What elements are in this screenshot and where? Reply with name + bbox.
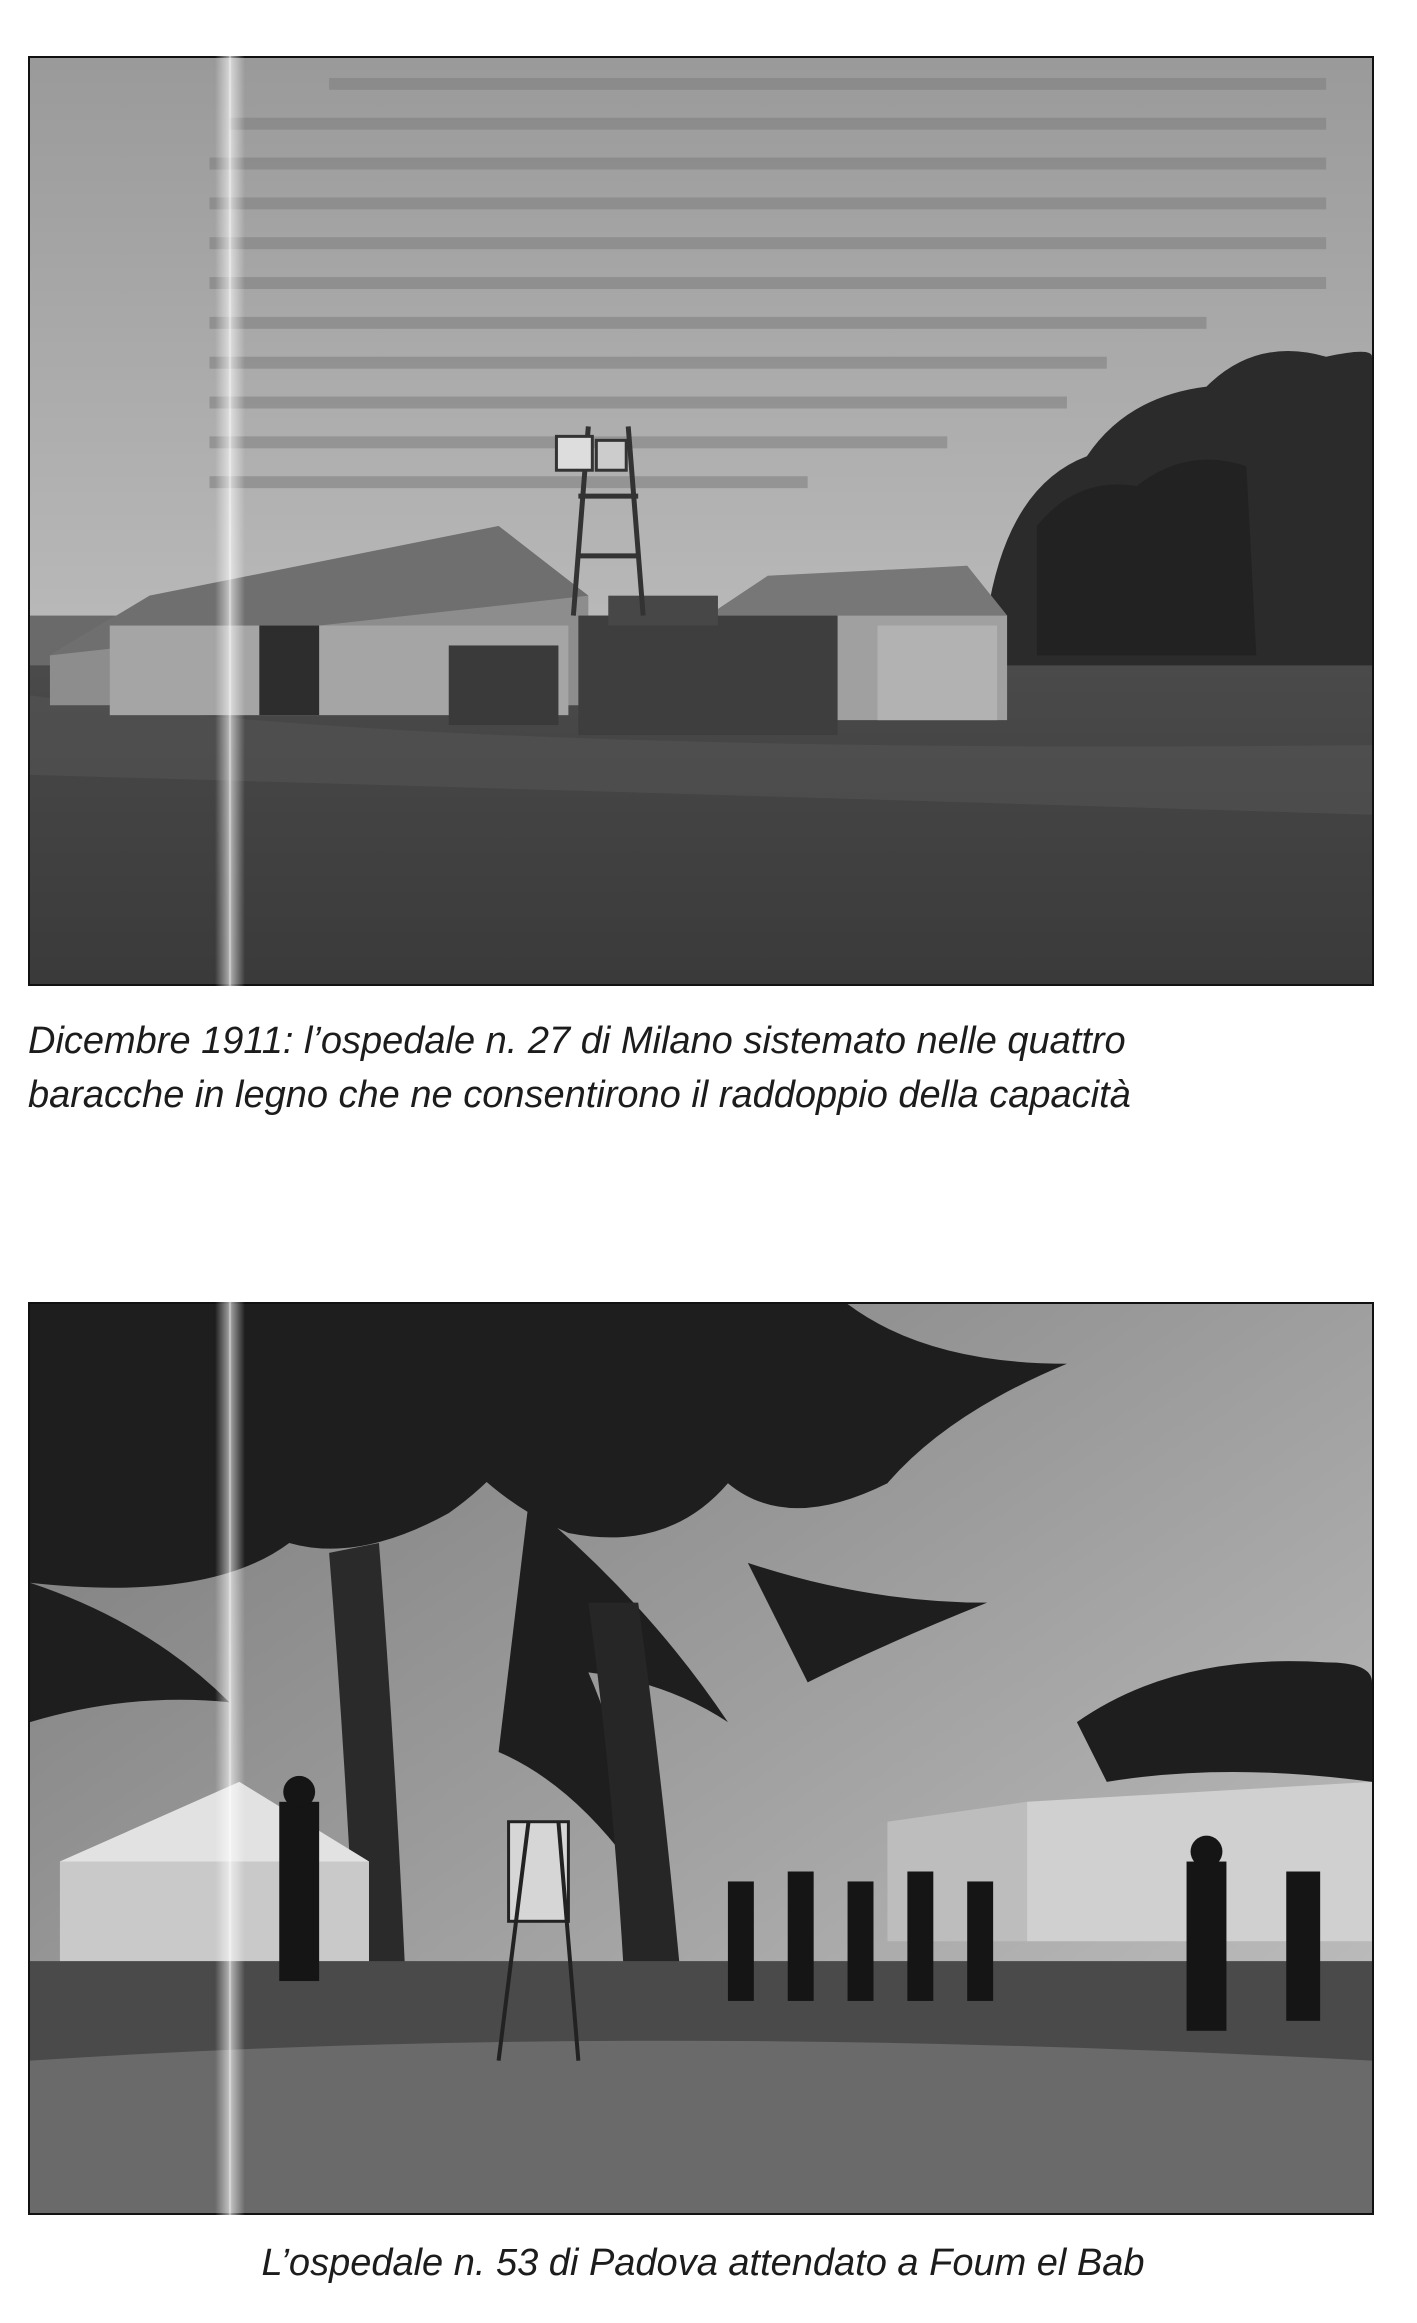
caption-line: baracche in legno che ne consentirono il raddoppio della capacità bbox=[28, 1074, 1131, 1116]
barracks-photo-illustration bbox=[30, 58, 1372, 984]
caption-line: Dicembre 1911: l’ospedale n. 27 di Milano sistemato nelle quattro bbox=[28, 1020, 1126, 1062]
figure-caption-top bbox=[28, 1014, 1378, 1122]
figure-caption-bottom: L’ospedale n. 53 di Padova attendato a Foum el Bab bbox=[261, 2242, 1145, 2284]
tents-photo-illustration bbox=[30, 1304, 1372, 2213]
photo-barracks-hospital bbox=[28, 56, 1374, 986]
photo-tented-hospital bbox=[28, 1302, 1374, 2215]
